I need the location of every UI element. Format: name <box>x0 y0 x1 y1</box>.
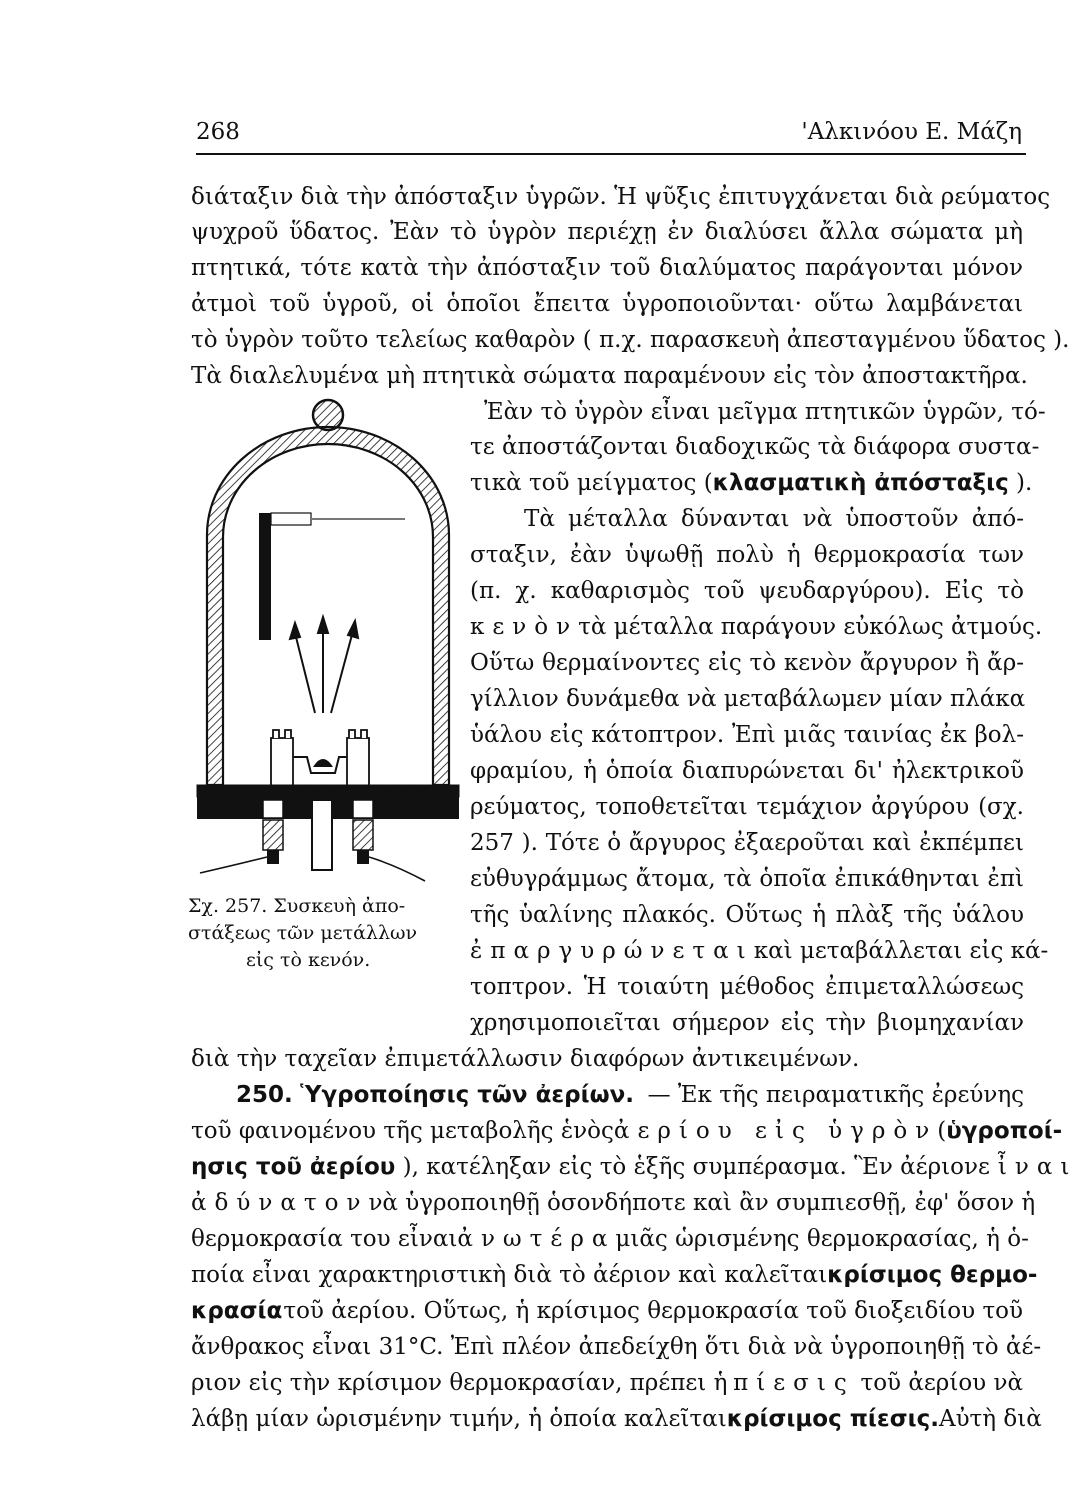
apparatus-drawing <box>195 395 461 885</box>
text-line: διάταξιν διὰ τὴν ἀπόσταξιν ὑγρῶν. Ἡ ψῦξις ἐπιτυγχάνεται διὰ ρεύματος <box>191 184 1051 210</box>
text-line: τοπτρον. Ἡ τοιαύτη μέθοδος ἐπιμεταλλώσεως <box>470 974 1024 1000</box>
text-line: τε ἀποστάζονται διαδοχικῶς τὰ διάφορα συστα- <box>470 434 1040 460</box>
text-line: ριον εἰς τὴν κρίσιμον θερμοκρασίαν, πρέπει ἡ πίεσις τοῦ ἀερίου νὰ <box>191 1370 1023 1396</box>
text-line: ἐπαργυρώνεται καὶ μεταβάλλεται εἰς κά- <box>470 938 1049 964</box>
text-line: εὐθυγράμμως ἄτομα, τὰ ὁποῖα ἐπικάθηνται ἐπὶ <box>470 866 1024 892</box>
text-line: Οὕτω θερμαίνοντες εἰς τὸ κενὸν ἄργυρον ἢ ἄρ- <box>470 650 1024 676</box>
wire-right <box>369 857 425 881</box>
silver-piece <box>313 759 333 767</box>
text-line: ἀδύνατον νὰ ὑγροποιηθῇ ὁσονδήποτε καὶ ἂν συμπιεσθῇ, ἐφ' ὅσον ἡ <box>191 1190 1036 1216</box>
text-line: ποία εἶναι χαρακτηριστικὴ διὰ τὸ ἀέριον καὶ καλεῖται κρίσιμος θερμο- <box>191 1262 1038 1288</box>
base-seal <box>197 785 459 797</box>
text-line: Ἐὰν τὸ ὑγρὸν εἶναι μεῖγμα πτητικῶν ὑγρῶν, τό- <box>484 399 1046 425</box>
term-fractional-distillation: κλασματικὴ ἀπόσταξις <box>712 470 1009 496</box>
text-line: πτητικά, τότε κατὰ τὴν ἀπόσταξιν τοῦ διαλύματος παράγονται μόνον <box>191 255 1023 281</box>
text-line: θερμοκρασία του εἶναι ἀνωτέρα μιᾶς ὡρισμένης θερμοκρασίας, ἡ ὁ- <box>191 1226 1029 1252</box>
text-line: ρεύματος, τοποθετεῖται τεμάχιον ἀργύρου (σχ. <box>470 794 1024 820</box>
page-number: 268 <box>196 119 240 145</box>
filament-holders <box>271 730 369 786</box>
section-title: Ὑγροποίησις τῶν ἀερίων. <box>300 1082 635 1108</box>
vacuum-pump-tube <box>312 800 332 870</box>
text-line: τὸ ὑγρὸν τοῦτο τελείως καθαρὸν ( π.χ. παρασκευὴ ἀπεσταγμένου ὕδατος ). <box>191 327 1070 353</box>
glass-plate <box>271 513 311 525</box>
text-line: φραμίου, ἡ ὁποία διαπυρώνεται δι' ἠλεκτρικοῦ <box>470 758 1024 784</box>
text-line: (π. χ. καθαρισμὸς τοῦ ψευδαργύρου). Εἰς τὸ <box>470 578 1024 604</box>
text-line: ἀτμοὶ τοῦ ὑγροῦ, οἱ ὁποῖοι ἔπειτα ὑγροποιοῦνται· οὕτω λαμβάνεται <box>191 291 1023 317</box>
running-head: 'Αλκινόου Ε. Μάζη <box>801 119 1022 145</box>
wire-left <box>200 857 267 873</box>
figure-caption: Σχ. 257. Συσκευὴ ἀπο- στάξεως τῶν μετάλλων εἰς τὸ κενόν. <box>188 895 418 971</box>
bell-jar-knob <box>313 400 343 430</box>
text-line: γίλλιον δυνάμεθα νὰ μεταβάλωμεν μίαν πλάκα <box>470 686 1026 712</box>
text-line: ψυχροῦ ὕδατος. Ἐὰν τὸ ὑγρὸν περιέχῃ ἐν διαλύσει ἄλλα σώματα μὴ <box>191 219 1023 245</box>
text-line: κρασία τοῦ ἀερίου. Οὕτως, ἡ κρίσιμος θερμοκρασία τοῦ διοξειδίου τοῦ <box>191 1298 1023 1324</box>
text-line: σταξιν, ἐὰν ὑψωθῇ πολὺ ἡ θερμοκρασία των <box>470 542 1024 568</box>
text-line: Τὰ διαλελυμένα μὴ πτητικὰ σώματα παραμένουν εἰς τὸν ἀποστακτῆρα. <box>191 363 1028 389</box>
section-number: 250. <box>236 1082 293 1108</box>
text-line: τῆς ὑαλίνης πλακός. Οὕτως ἡ πλὰξ τῆς ὑάλου <box>470 902 1024 928</box>
text-line: διὰ τὴν ταχεῖαν ἐπιμετάλλωσιν διαφόρων ἀντικειμένων. <box>191 1046 860 1072</box>
section-heading-line: 250. Ὑγροποίησις τῶν ἀερίων. — Ἐκ τῆς πειραματικῆς ἐρεύνης <box>236 1082 1024 1108</box>
text-line: τοῦ φαινομένου τῆς μεταβολῆς ἑνὸς ἀερίου εἰς ὑγρὸν (ὑγροποί- <box>191 1118 1063 1144</box>
text-line: τικὰ τοῦ μείγματος (κλασματικὴ ἀπόσταξις ). <box>470 470 1033 496</box>
text-line: ὑάλου εἰς κάτοπτρον. Ἐπὶ μιᾶς ταινίας ἐκ βολ- <box>470 722 1024 748</box>
page-header <box>196 119 1026 155</box>
text-line: Τὰ μέταλλα δύνανται νὰ ὑποστοῦν ἀπό- <box>524 506 1024 532</box>
text-line: ησις τοῦ ἀερίου ), κατέληξαν εἰς τὸ ἑξῆς συμπέρασμα. Ἓν ἀέριον εἶναι <box>191 1154 1077 1180</box>
text-line: λάβῃ μίαν ὡρισμένην τιμήν, ἡ ὁποία καλεῖται κρίσιμος πίεσις. Αὐτὴ διὰ <box>191 1406 1042 1432</box>
text-line: χρησιμοποιεῖται σήμερον εἰς τὴν βιομηχανίαν <box>470 1010 1024 1036</box>
figure-257-vacuum-distillation-apparatus <box>195 395 461 885</box>
term-critical-pressure: κρίσιμος πίεσις. <box>726 1406 939 1432</box>
atom-emission-arrows <box>290 617 358 713</box>
text-line: κενὸν τὰ μέταλλα παράγουν εὐκόλως ἀτμούς. <box>470 614 1043 640</box>
plate-holder <box>259 513 303 640</box>
bell-jar-glass <box>207 427 449 785</box>
term-critical-temperature: κρίσιμος θερμο- <box>827 1262 1038 1288</box>
text-line: ἄνθρακος εἶναι 31°C. Ἐπὶ πλέον ἀπεδείχθη ὅτι διὰ νὰ ὑγροποιηθῇ τὸ ἀέ- <box>191 1334 1042 1360</box>
text-line: 257 ). Τότε ὁ ἄργυρος ἐξαεροῦται καὶ ἐκπέμπει <box>470 830 1024 856</box>
